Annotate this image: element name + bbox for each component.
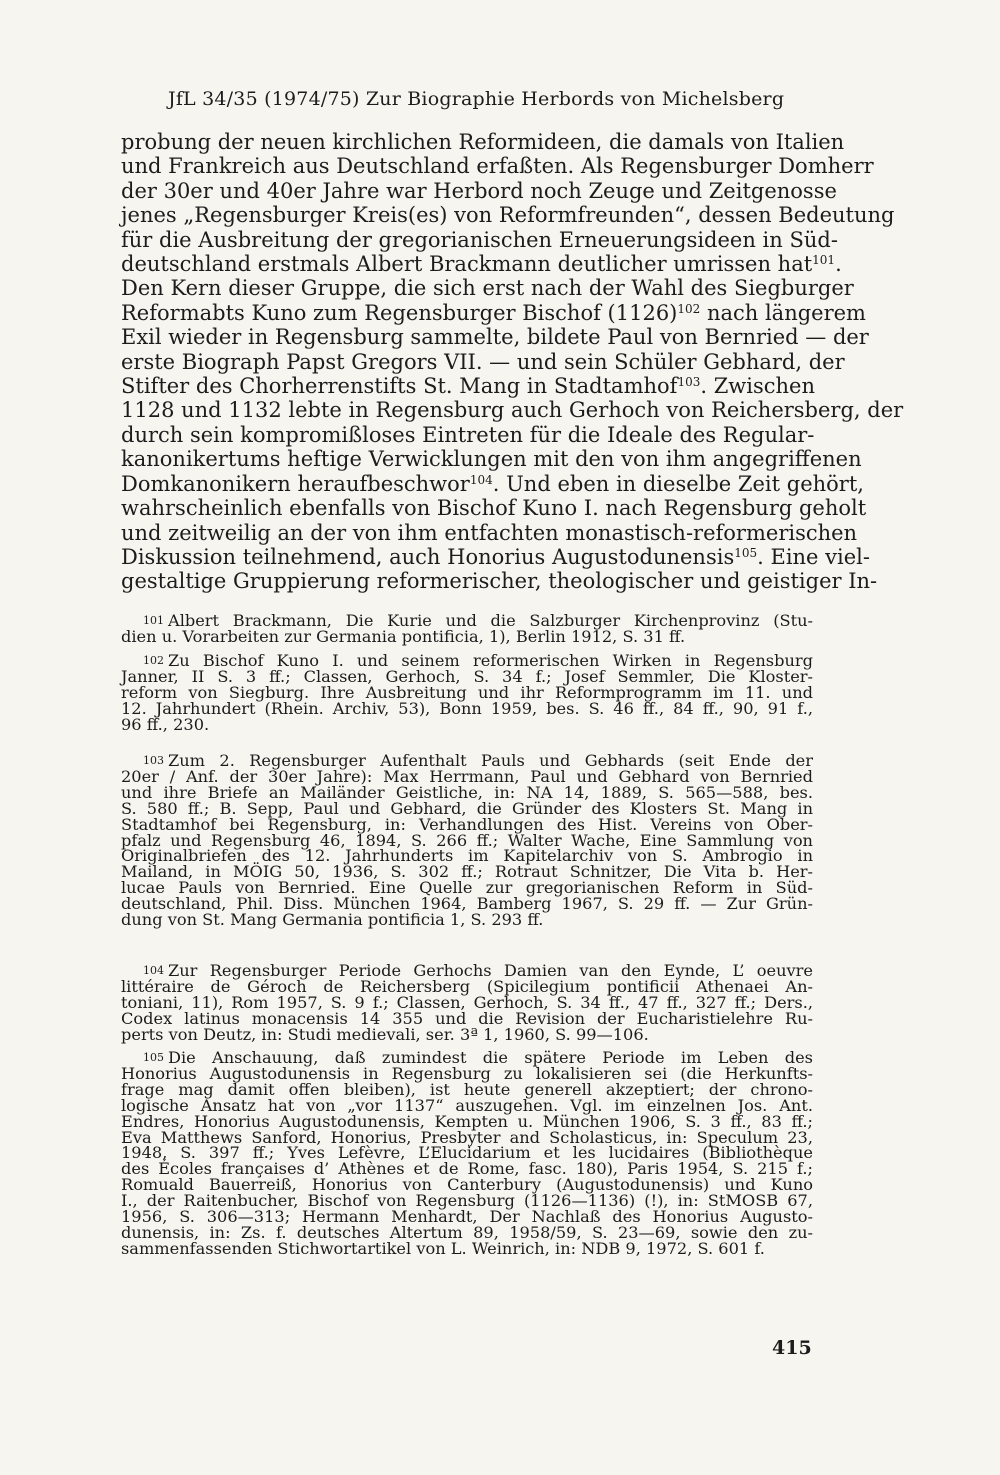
footnote: [121, 963, 813, 1043]
footnote-line: pfalz und Regensburg 46, 1894, S. 266 ff.; Walter Wache, Eine Sammlung von: [121, 830, 813, 850]
footnote-line: $^{102}$ Zu Bischof Kuno I. und seinem reformerischen Wirken in Regensburg: [143, 651, 813, 670]
footnote-line: Stadtamhof bei Regensburg, in: Verhandlungen des Hist. Vereins von Ober-: [121, 814, 813, 834]
body-line: und Frankreich aus Deutschland erfaßten. Als Regensburger Domherr: [121, 154, 874, 179]
footnote-line: 20er / Anf. der 30er Jahre): Max Herrmann, Paul und Gebhard von Bernried: [121, 766, 813, 786]
footnote-line: dunensis, in: Zs. f. deutsches Altertum 89, 1958/59, S. 23—69, sowie den zu-: [121, 1222, 813, 1242]
body-line: durch sein kompromißloses Eintreten für die Ideale des Regular-: [121, 422, 815, 447]
footnote-line: Originalbriefen des 12. Jahrhunderts im Kapitelarchiv von S. Ambrogio in: [121, 846, 813, 866]
body-line: wahrscheinlich ebenfalls von Bischof Kuno I. nach Regensburg geholt: [121, 496, 867, 521]
body-line: Reformabts Kuno zum Regensburger Bischof (1126)$^{102}$ nach längerem: [121, 300, 866, 325]
body-line: Diskussion teilnehmend, auch Honorius Augustodunensis$^{105}$. Eine viel-: [121, 544, 870, 569]
footnote-line: 12. Jahrhundert (Rhein. Archiv, 53), Bonn 1959, bes. S. 46 ff., 84 ff., 90, 91 f.,: [121, 698, 813, 718]
footnote-reference: 104: [469, 472, 493, 487]
footnote-line: frage mag damit offen bleiben), ist heute generell akzeptiert; der chrono-: [121, 1079, 813, 1099]
footnote-line: sammenfassenden Stichwortartikel von L. Weinrich, in: NDB 9, 1972, S. 601 f.: [121, 1238, 765, 1258]
footnote-line: Romuald Bauerreiß, Honorius von Canterbury (Augustodunensis) und Kuno: [121, 1175, 813, 1195]
footnote-line: Eva Matthews Sanford, Honorius, Presbyter and Scholasticus, in: Speculum 23,: [121, 1127, 813, 1147]
footnote-line: dung von St. Mang Germania pontificia 1, S. 293 ff.: [121, 910, 544, 930]
footnote-line: Codex latinus monacensis 14 355 und die Revision der Eucharistielehre Ru-: [121, 1008, 813, 1028]
body-line: Domkanonikern heraufbeschwor$^{104}$. Und eben in dieselbe Zeit gehört,: [121, 471, 864, 496]
footnote: [121, 613, 813, 645]
body-line: und zeitweilig an der von ihm entfachten monastisch-reformerischen: [121, 520, 858, 545]
footnote-line: des Écoles françaises d’ Athènes et de Rome, fasc. 180), Paris 1954, S. 215 f.;: [121, 1159, 813, 1179]
footnote-reference: 105: [734, 545, 758, 560]
footnote-number: 101: [143, 614, 164, 627]
body-line: für die Ausbreitung der gregorianischen Erneuerungsideen in Süd-: [121, 227, 838, 252]
body-line: probung der neuen kirchlichen Reformideen, die damals von Italien: [121, 130, 845, 154]
footnote-line: $^{104}$ Zur Regensburger Periode Gerhochs Damien van den Eynde, L’ oeuvre: [143, 961, 813, 980]
footnote-line: $^{101}$ Albert Brackmann, Die Kurie und die Salzburger Kirchenprovinz (Stu-: [143, 611, 813, 630]
footnote-line: 1956, S. 306—313; Hermann Menhardt, Der Nachlaß des Honorius Augusto-: [121, 1207, 813, 1227]
body-line: kanonikertums heftige Verwicklungen mit den von ihm angegriffenen: [121, 447, 862, 472]
footnote-line: Honorius Augustodunensis in Regensburg zu lokalisieren sei (die Herkunfts-: [121, 1063, 813, 1083]
footnote-line: Janner, II S. 3 ff.; Classen, Gerhoch, S. 34 f.; Josef Semmler, Die Kloster-: [121, 666, 813, 686]
footnote-line: $^{103}$ Zum 2. Regensburger Aufenthalt Pauls und Gebhards (seit Ende der: [143, 751, 813, 770]
body-line: der 30er und 40er Jahre war Herbord noch Zeuge und Zeitgenosse: [121, 178, 837, 203]
footnote-reference: 102: [677, 301, 701, 316]
footnote: [121, 653, 813, 733]
body-line: erste Biograph Papst Gregors VII. — und sein Schüler Gebhard, der: [121, 349, 845, 374]
footnote-number: 103: [143, 754, 164, 767]
footnote-line: reform von Siegburg. Ihre Ausbreitung und ihr Reformprogramm im 11. und: [121, 682, 813, 702]
footnote-line: 1948, S. 397 ff.; Yves Lefèvre, L’Elucidarium et les lucidaires (Bibliothèque: [121, 1143, 813, 1163]
body-line: deutschland erstmals Albert Brackmann deutlicher umrissen hat$^{101}$.: [121, 252, 842, 277]
footnote-line: toniani, 11), Rom 1957, S. 9 f.; Classen, Gerhoch, S. 34 ff., 47 ff., 327 ff.; Ders.,: [121, 992, 813, 1012]
footnote-line: $^{105}$ Die Anschauung, daß zumindest die spätere Periode im Leben des: [143, 1048, 813, 1067]
footnote-line: perts von Deutz, in: Studi medievali, ser. 3ª 1, 1960, S. 99—106.: [121, 1024, 649, 1044]
body-line: Den Kern dieser Gruppe, die sich erst nach der Wahl des Siegburger: [121, 276, 854, 301]
body-line: jenes „Regensburger Kreis(es) von Reformfreunden“, dessen Bedeutung: [121, 203, 895, 228]
footnote-reference: 103: [677, 375, 701, 390]
running-head: JfL 34/35 (1974/75) Zur Biographie Herbords von Michelsberg: [168, 88, 785, 110]
footnote-line: I., der Raitenbucher, Bischof von Regensburg (1126—1136) (!), in: StMOSB 67,: [121, 1191, 813, 1211]
footnote-line: Mailand, in MÖIG 50, 1936, S. 302 ff.; Rotraut Schnitzer, Die Vita b. Her-: [121, 862, 813, 882]
footnote-line: lucae Pauls von Bernried. Eine Quelle zur gregorianischen Reform in Süd-: [121, 878, 813, 898]
footnote-line: dien u. Vorarbeiten zur Germania pontificia, 1), Berlin 1912, S. 31 ff.: [121, 626, 686, 646]
footnote-line: S. 580 ff.; B. Sepp, Paul und Gebhard, die Gründer des Klosters St. Mang in: [121, 798, 813, 818]
body-line: Exil wieder in Regensburg sammelte, bildete Paul von Bernried — der: [121, 325, 869, 350]
footnote-line: und ihre Briefe an Mailänder Geistliche, in: NA 14, 1889, S. 565—588, bes.: [121, 782, 813, 802]
footnote-number: 102: [143, 654, 164, 667]
body-line: gestaltige Gruppierung reformerischer, theologischer und geistiger In-: [121, 569, 878, 594]
footnote-line: deutschland, Phil. Diss. München 1964, Bamberg 1967, S. 29 ff. — Zur Grün-: [121, 894, 813, 914]
footnote-line: 96 ff., 230.: [121, 714, 210, 734]
footnote-number: 104: [143, 964, 164, 977]
footnote: [121, 753, 813, 928]
page-number: 415: [772, 1337, 812, 1359]
footnote: [121, 1050, 813, 1257]
footnote-line: logische Ansatz hat von „vor 1137“ auszugehen. Vgl. im einzelnen Jos. Ant.: [121, 1095, 813, 1115]
footnote-reference: 101: [812, 253, 836, 268]
footnote-line: littéraire de Géroch de Reichersberg (Spicilegium pontificii Athenaei An-: [121, 976, 813, 996]
footnote-number: 105: [143, 1051, 164, 1064]
body-text: [121, 130, 904, 594]
body-line: 1128 und 1132 lebte in Regensburg auch Gerhoch von Reichersberg, der: [121, 398, 904, 423]
footnote-line: Endres, Honorius Augustodunensis, Kempten u. München 1906, S. 3 ff., 83 ff.;: [121, 1111, 813, 1131]
body-line: Stifter des Chorherrenstifts St. Mang in Stadtamhof$^{103}$. Zwischen: [121, 374, 815, 399]
